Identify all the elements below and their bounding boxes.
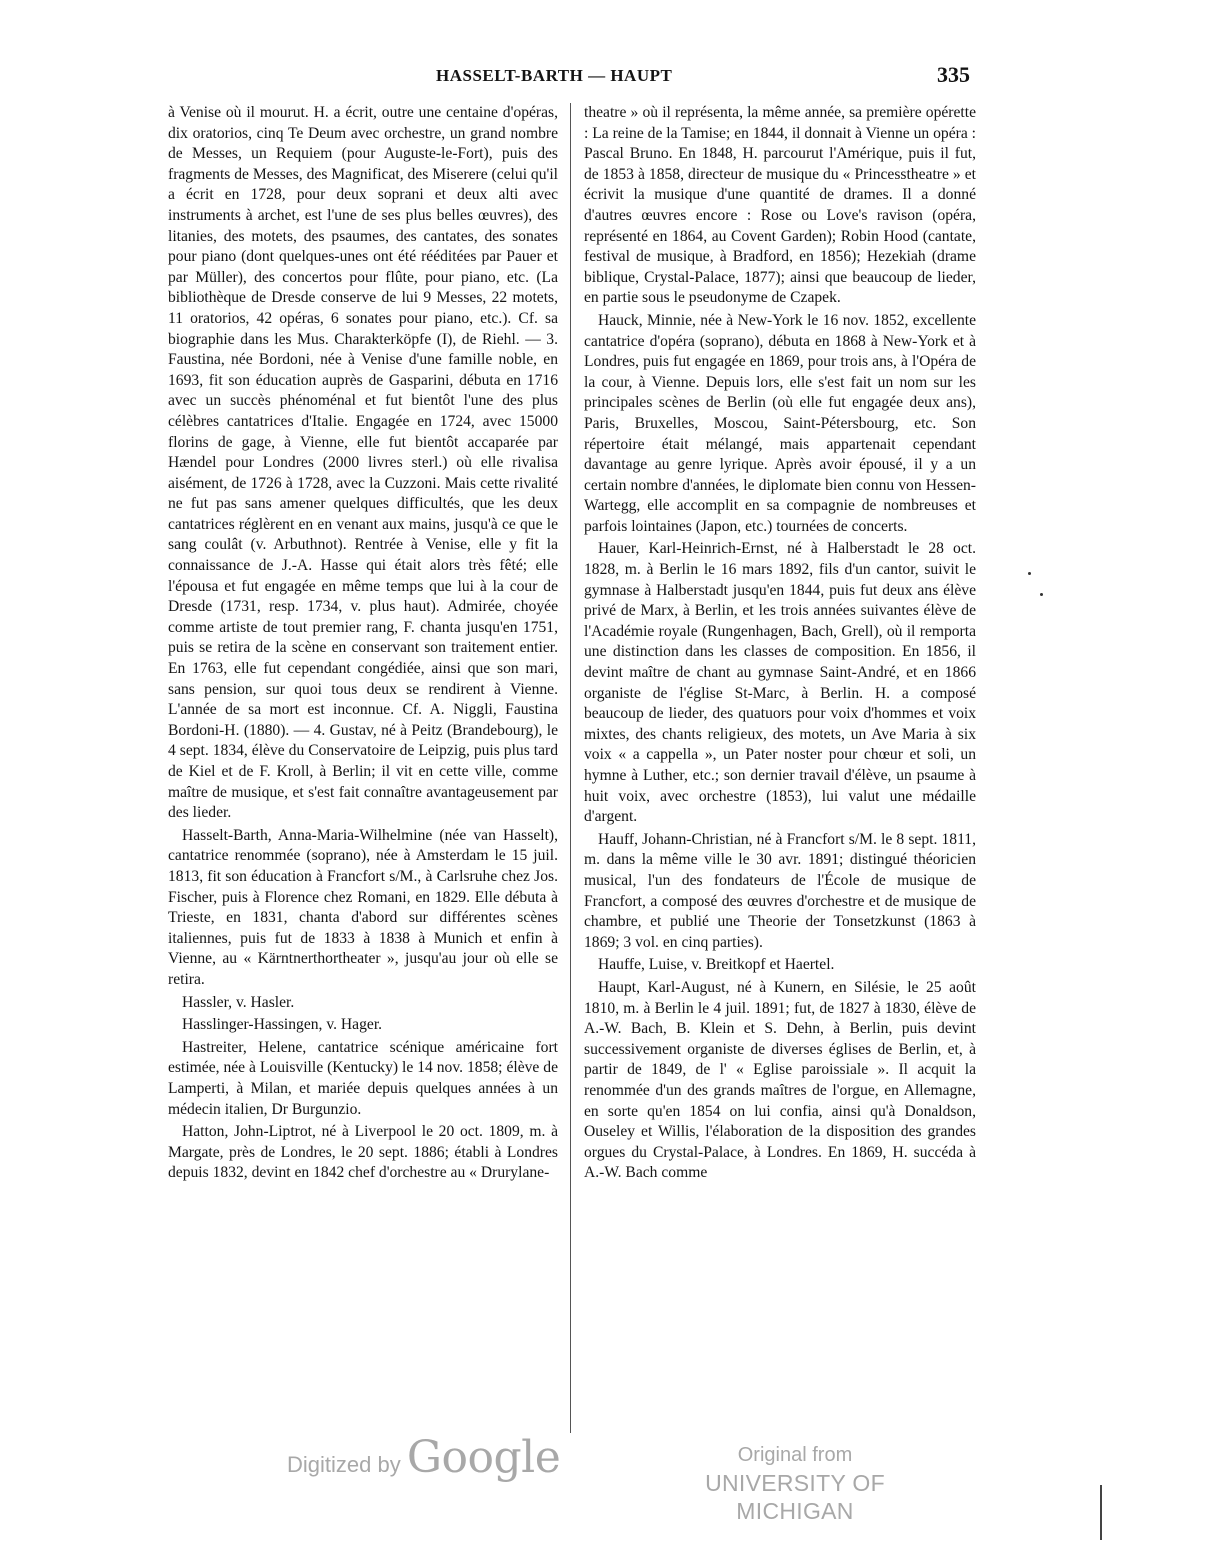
university-name-text: UNIVERSITY OF MICHIGAN — [705, 1470, 885, 1524]
paragraph-hasse-continued: à Venise où il mourut. H. a écrit, outre une centaine d'opéras, dix oratorios, cinq Te Deum avec orchestre, un grand nombre de Messes, un Requiem (pour Auguste-le-Fort), puis des fragments de Messes, des Magnificat, des Miserere (celui qu'il a écrit en 1728, pour deux soprani et deux alti avec instruments à archet, est l'une de ses plus belles œuvres), des litanies, des motets, des psaumes, des cantates, des sonates pour piano (dont quelques-unes ont été rééditées par Pauer et par Müller), des concertos pour flûte, pour piano, etc. (La bibliothèque de Dresde conserve de lui 9 Messes, 22 motets, 11 oratorios, 42 opéras, 6 sonates pour piano, etc.). Cf. sa biographie dans les Mus. Charakterköpfe (I), de Riehl. — 3. Faustina, née Bordoni, née à Venise d'une famille noble, en 1693, fit son éducation auprès de Gasparini, débuta en 1716 avec un succès phénoménal et fut bientôt l'une des plus célèbres cantatrices d'Italie. Engagée en 1724, avec 15000 florins de gage, à Vienne, elle fut bientôt accaparée par Hændel pour Londres (2000 livres sterl.) où elle rivalisa aisément, de 1726 à 1728, avec la Cuzzoni. Mais cette rivalité ne fut pas sans amener quelques difficultés, que les deux cantatrices réglèrent en en venant aux mains, jusqu'à ce que le sang coulât (v. Arbuthnot). Rentrée à Venise, elle y fit la connaissance de J.-A. Hasse qui était alors très fêté; elle l'épousa et fut engagée en même temps que lui à la cour de Dresde (1731, resp. 1734, v. plus haut). Admirée, choyée comme artiste de tout premier rang, F. chanta jusqu'en 1751, puis se retira de la scène en conservant son traitement entier. En 1763, elle fut cependant congédiée, ainsi que son mari, sans pension, sur quoi tous deux se rendirent à Vienne. L'année de sa mort est inconnue. Cf. A. Niggli, Faustina Bordoni-H. (1880). — 4. Gustav, né à Peitz (Brandebourg), le 4 sept. 1834, élève du Conservatoire de Leipzig, puis plus tard de Kiel et de F. Kroll, à Berlin; il vit en cette ville, comme maître de musique, et s'est fait connaître avantageusement par des lieder. — [168, 104, 558, 822]
university-watermark — [665, 1441, 925, 1525]
paragraph-hatton-continued: theatre » où il représenta, la même année, sa première opérette : La reine de la Tamise; en 1844, il donnait à Vienne un opéra : Pascal Bruno. En 1848, H. parcourut l'Amérique, puis il fut, de 1853 à 1858, directeur de musique du « Princesstheatre » et écrivit la musique d'une quantité de drames. Il a donné d'autres œuvres encore : Rose ou Love's ravison (opéra, représenté en 1864, au Covent Garden); Robin Hood (cantate, festival de musique, à Bradford, en 1856); Hezekiah (drame biblique, Crystal-Palace, 1877); ainsi que beaucoup de lieder, en partie sous le pseudonyme de Czapek. — [584, 104, 976, 307]
page-number: 335 — [937, 62, 970, 87]
entry-hauff: Hauff, Johann-Christian, né à Francfort s/M. le 8 sept. 1811, m. dans la même ville le 30 avr. 1891; distingué théoricien musical, l'un des fondateurs de l'École de musique de Francfort, a composé des œuvres d'orchestre et de musique de chambre, et publié une Theorie der Tonsetzkunst (1863 à 1869; 3 vol. en cinq parties). — [584, 830, 976, 951]
left-column — [168, 103, 558, 1433]
speck-mark — [1040, 593, 1043, 596]
entry-hasslinger-hassingen: Hasslinger-Hassingen, v. Hager. — [182, 1016, 383, 1034]
entry-hasselt-barth: Hasselt-Barth, Anna-Maria-Wilhelmine (née van Hasselt), cantatrice renommée (soprano), née à Amsterdam le 15 juil. 1813, fit son éducation à Francfort s/M., à Carlsruhe chez Jos. Fischer, puis à Florence chez Romani, en 1829. Elle débuta à Trieste, en 1831, chanta d'abord sur différentes scènes italiennes, puis fut de 1833 à 1838 à Munich et enfin à Vienne, au « Kärntnerthortheater », jusqu'au jour où elle se retira. — [168, 826, 558, 988]
scan-edge-mark — [1100, 1485, 1102, 1540]
entry-hastreiter: Hastreiter, Helene, cantatrice scénique américaine fort estimée, née à Louisville (Kentucky) le 14 nov. 1858; élève de Lamperti, à Milan, et mariée depuis quelques années à un médecin italien, Dr Burgunzio. — [168, 1038, 558, 1118]
original-from-text: Original from — [737, 1444, 853, 1466]
entry-hauck: Hauck, Minnie, née à New-York le 16 nov. 1852, excellente cantatrice d'opéra (soprano), débuta en 1868 à New-York et à Londres, puis fut engagée en 1869, pour trois ans, à l'Opéra de la cour, à Vienne. Depuis lors, elle s'est fait un nom sur les principales scènes de Berlin (où elle fut engagée deux ans), Paris, Bruxelles, Moscou, Saint-Pétersbourg, etc. Son répertoire était mélangé, mais appartenait cependant davantage au genre lyrique. Après avoir épousé, il y a un certain nombre d'années, le diplomate bien connu von Hessen-Wartegg, elle accomplit en sa compagnie de nombreuses et parfois lointaines (Japon, etc.) tournées de concerts. — [584, 311, 976, 535]
google-watermark — [287, 1432, 560, 1483]
running-head: HASSELT-BARTH — HAUPT — [436, 66, 673, 85]
speck-mark — [1028, 572, 1031, 575]
digitized-by-text: Digitized by — [287, 1452, 401, 1477]
right-column — [584, 103, 976, 1433]
entry-hassler: Hassler, v. Hasler. — [182, 993, 295, 1011]
entry-haupt: Haupt, Karl-August, né à Kunern, en Silésie, le 25 août 1810, m. à Berlin le 4 juil. 1891; fut, de 1827 à 1830, élève de A.-W. Bach, B. Klein et S. Dehn, à Berlin, puis devint successivement organiste de diverses églises de Berlin, et, à partir de 1849, de l' « Eglise paroissiale ». Il acquit la renommée d'un des grands maîtres de l'orgue, en Allemagne, en sorte qu'en 1854 on lui confia, ainsi qu'à Donaldson, Ouseley et Willis, l'élaboration de la disposition des grandes orgues du Crystal-Palace, à Londres. En 1869, H. succéda à A.-W. Bach comme — [584, 978, 976, 1182]
entry-hauffe: Hauffe, Luise, v. Breitkopf et Haertel. — [598, 956, 835, 974]
entry-hatton: Hatton, John-Liptrot, né à Liverpool le 20 oct. 1809, m. à Margate, près de Londres, le 20 sept. 1886; établi à Londres depuis 1832, devint en 1842 chef d'orchestre au « Drurylane- — [168, 1123, 558, 1182]
entry-hauer: Hauer, Karl-Heinrich-Ernst, né à Halberstadt le 28 oct. 1828, m. à Berlin le 16 mars 1892, fils d'un cantor, suivit le gymnase à Halberstadt jusqu'en 1844, puis fut deux ans élève privé de Marx, à Berlin, et les trois années suivantes élève de l'Académie royale (Rungenhagen, Bach, Grell), où il remporta une distinction dans les classes de composition. En 1856, il devint maître de chant au gymnase Saint-André, et en 1866 organiste de l'église St-Marc, à Berlin. H. a composé beaucoup de lieder, des quatuors pour voix d'hommes et voix mixtes, des chants religieux, des motets, un Ave Maria à six voix « a cappella », un Pater noster pour chœur et soli, un hymne à Luther, etc.; son dernier travail d'élève, un psaume à huit voix, avec orchestre (1853), lui valut une médaille d'argent. — [584, 540, 976, 826]
column-divider — [570, 103, 571, 1433]
google-logo-text: Google — [406, 1432, 561, 1483]
